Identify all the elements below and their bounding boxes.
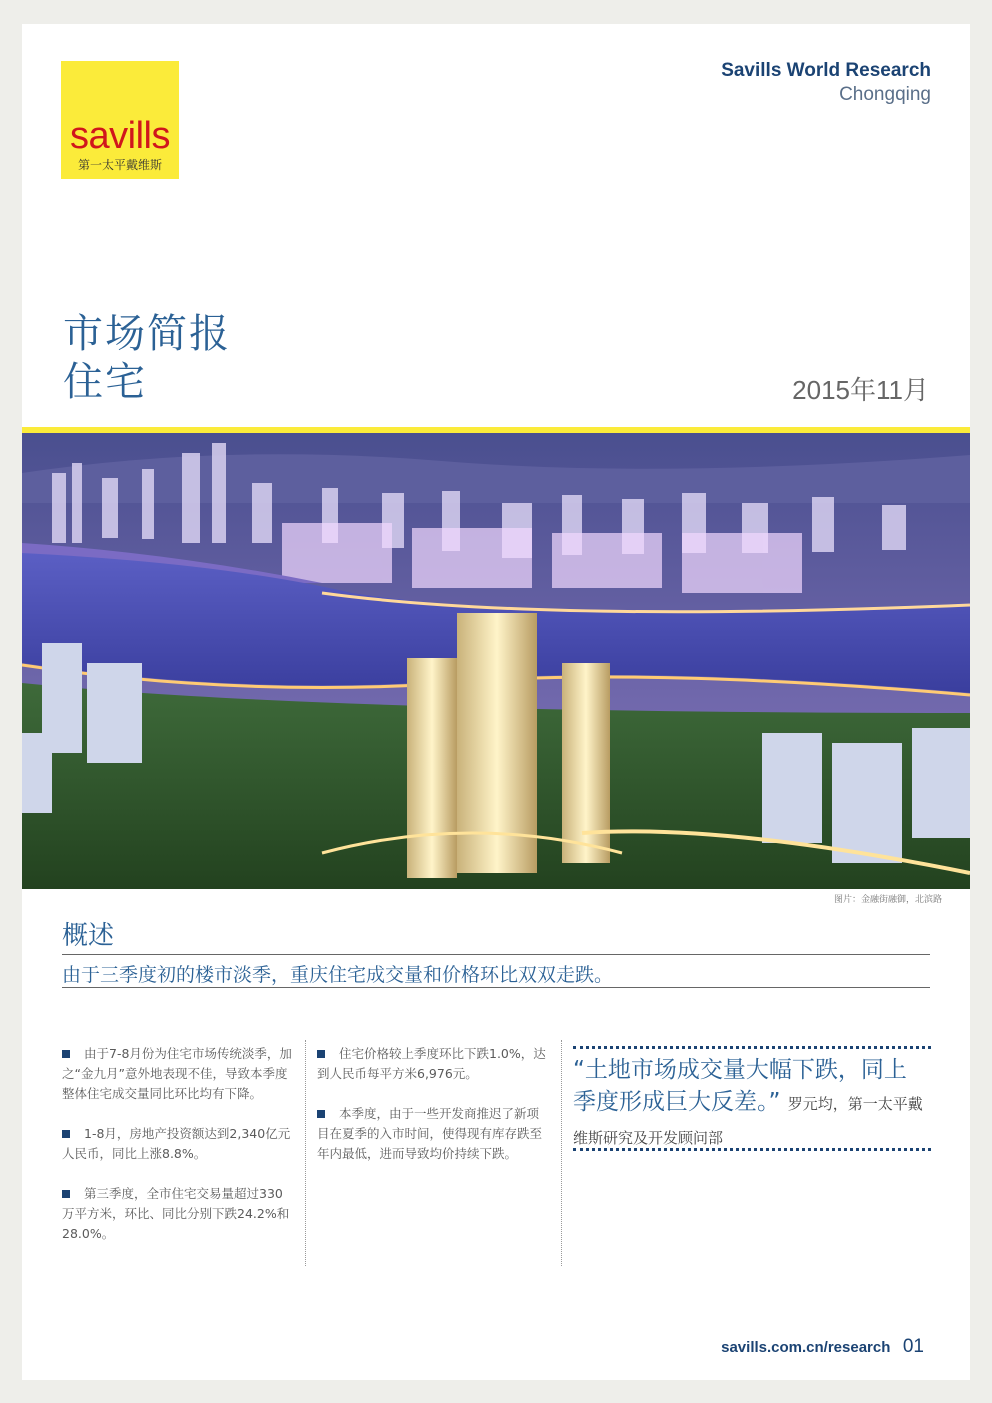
middle-bullet-column	[317, 1044, 549, 1184]
quote-rule-bottom	[573, 1148, 931, 1151]
report-page	[22, 24, 970, 1380]
left-bullet-column	[62, 1044, 294, 1264]
pull-quote	[573, 1054, 929, 1154]
bullet-item	[62, 1184, 294, 1244]
savills-logo	[61, 61, 179, 179]
overview-summary: 由于三季度初的楼市淡季，重庆住宅成交量和价格环比双双走跌。	[62, 964, 614, 986]
bullet-item	[317, 1044, 549, 1084]
hero-image	[22, 433, 970, 889]
column-divider	[305, 1040, 306, 1266]
overview-rule-top	[62, 954, 930, 955]
footer-url[interactable]: savills.com.cn/research	[721, 1339, 891, 1356]
page-footer	[721, 1336, 924, 1358]
bullet-item	[62, 1124, 294, 1164]
report-city: Chongqing	[839, 84, 931, 105]
city-skyline-illustration	[22, 433, 970, 889]
bullet-text: 本季度，由于一些开发商推迟了新项目在夏季的入市时间，使得现有库存跌至年内最低，进而导致均价持续下跌。	[317, 1106, 543, 1161]
report-header	[721, 59, 931, 107]
report-date: 2015年11月	[792, 375, 929, 405]
bullet-text: 1-8月，房地产投资额达到2,340亿元人民币，同比上涨8.8%。	[62, 1126, 291, 1161]
title-line-2: 住宅	[63, 359, 147, 405]
logo-wordmark: savills	[70, 115, 170, 157]
logo-chinese-name: 第一太平戴维斯	[77, 158, 162, 172]
bullet-item	[317, 1104, 549, 1164]
overview-heading: 概述	[62, 921, 115, 951]
bullet-text: 住宅价格较上季度环比下跌1.0%，达到人民币每平方米6,976元。	[317, 1046, 546, 1081]
square-bullet-icon	[62, 1190, 70, 1198]
square-bullet-icon	[62, 1050, 70, 1058]
column-divider	[561, 1040, 562, 1266]
bullet-text: 第三季度，全市住宅交易量超过330万平方米，环比、同比分别下跌24.2%和28.0%。	[62, 1186, 290, 1241]
square-bullet-icon	[317, 1050, 325, 1058]
hero-caption: 图片：金融街融御，北滨路	[833, 895, 942, 905]
square-bullet-icon	[62, 1130, 70, 1138]
report-title	[63, 310, 231, 406]
bullet-item	[62, 1044, 294, 1104]
quote-attribution: 罗元均，第一太平戴维斯研究及开发顾问部	[573, 1095, 923, 1147]
title-line-1: 市场简报	[63, 311, 231, 357]
overview-rule-bottom	[62, 987, 930, 988]
square-bullet-icon	[317, 1110, 325, 1118]
research-brand: Savills World Research	[721, 60, 931, 81]
quote-text: “土地市场成交量大幅下跌，同上季度形成巨大反差。”	[573, 1057, 907, 1115]
quote-rule-top	[573, 1046, 931, 1049]
bullet-text: 由于7-8月份为住宅市场传统淡季，加之“金九月”意外地表现不佳，导致本季度整体住宅成交量同比环比均有下降。	[62, 1046, 292, 1101]
page-number: 01	[902, 1336, 924, 1357]
